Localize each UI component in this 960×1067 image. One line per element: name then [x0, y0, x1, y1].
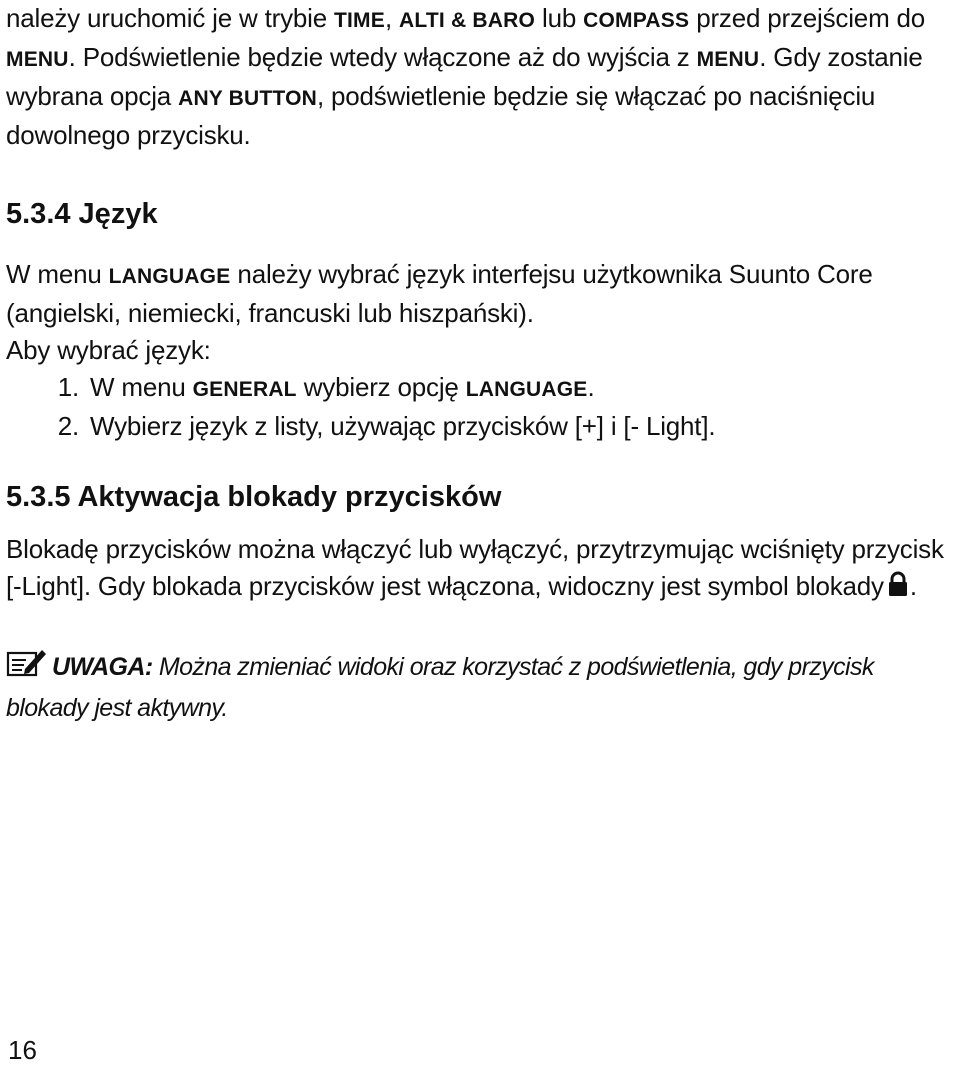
- step-text: wybierz opcję: [296, 372, 466, 402]
- lock-icon: [887, 570, 909, 607]
- mode-compass: COMPASS: [583, 9, 690, 32]
- intro-text: lub: [535, 3, 584, 33]
- note-pencil-icon: [6, 647, 48, 690]
- paragraph-text: należy wybrać język interfejsu użytkownika Suunto Core (angielski, niemiecki, francuski lub hiszpański).: [6, 259, 873, 328]
- intro-text: , podświetlenie będzie się włączać po naciśnięciu dowolnego przycisku.: [6, 81, 876, 150]
- step-number: 2.: [57, 411, 79, 441]
- language-keyword: LANGUAGE: [465, 378, 588, 401]
- note-text: Można zmieniać widoki oraz korzystać z podświetlenia, gdy przycisk blokady jest aktywny.: [6, 653, 874, 722]
- step-text: .: [587, 372, 595, 402]
- mode-alti-baro: ALTI & BARO: [399, 9, 535, 32]
- steps-intro: Aby wybrać język:: [6, 335, 211, 365]
- section-heading-language: 5.3.4 Język: [6, 198, 158, 230]
- steps-list: [6, 369, 954, 445]
- list-item: [6, 369, 954, 408]
- button-lock-paragraph: [6, 531, 954, 607]
- intro-text: przed przejściem do: [689, 3, 926, 33]
- list-item: [6, 408, 954, 445]
- page-number: 16: [8, 1035, 37, 1065]
- intro-text: ,: [384, 3, 400, 33]
- mode-time: TIME: [334, 9, 385, 32]
- intro-text: . Gdy zostanie wybrana opcja: [6, 42, 923, 111]
- language-paragraph: [6, 256, 954, 332]
- paragraph-text: .: [909, 571, 917, 601]
- section-heading-button-lock: 5.3.5 Aktywacja blokady przycisków: [6, 481, 502, 513]
- language-keyword: LANGUAGE: [108, 265, 231, 288]
- intro-text: . Podświetlenie będzie wtedy włączone aż do wyjścia z: [68, 42, 697, 72]
- manual-page: [6, 0, 954, 727]
- general-keyword: GENERAL: [192, 378, 297, 401]
- step-text: Wybierz język z listy, używając przycisków [+] i [- Light].: [90, 411, 716, 441]
- menu-keyword: MENU: [696, 48, 760, 71]
- any-button-keyword: ANY BUTTON: [178, 87, 317, 110]
- step-text: W menu: [90, 372, 193, 402]
- intro-paragraph: [6, 0, 954, 154]
- intro-text: należy uruchomić je w trybie: [6, 3, 334, 33]
- paragraph-text: W menu: [6, 259, 109, 289]
- menu-keyword: MENU: [6, 48, 69, 71]
- paragraph-text: Blokadę przycisków można włączyć lub wyłączyć, przytrzymując wciśnięty przycisk [-Light]. Gdy blokada przycisków jest włączona, widoczny jest symbol blokady: [6, 534, 944, 601]
- note-label: UWAGA:: [52, 653, 153, 681]
- note-paragraph: [6, 647, 954, 727]
- step-number: 1.: [57, 372, 79, 402]
